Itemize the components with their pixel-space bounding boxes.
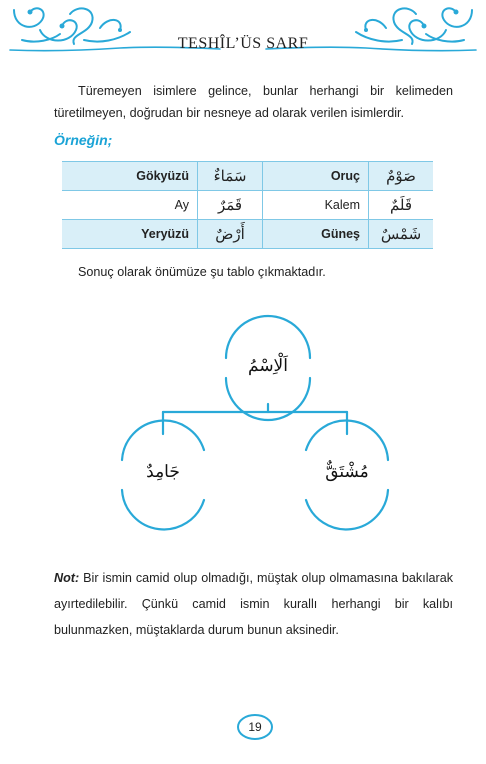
- right-node-label: مُشْتَقٌّ: [325, 462, 369, 482]
- right-bottom-arc: [306, 490, 388, 529]
- table-row: [62, 162, 433, 191]
- left-node-label: جَامِدٌ: [146, 462, 180, 482]
- examples-table: [62, 161, 433, 249]
- arabic-word: أَرْضٌ: [198, 220, 263, 249]
- turkish-word: Ay: [62, 191, 198, 220]
- root-node-label: اَلْاِسْمُ: [248, 356, 288, 376]
- note-text: Bir ismin camid olup olmadığı, müştak olup olmamasına bakılarak ayırtedilebilir. Çünkü camid ismin kurallı herhangi bir kalıbı bulunmazken, müştaklarda durum bunun aksinedir.: [54, 571, 453, 637]
- summary-sentence: Sonuç olarak önümüze şu tablo çıkmaktadır.: [78, 265, 326, 279]
- arabic-word: قَمَرٌ: [198, 191, 263, 220]
- turkish-word: Oruç: [263, 162, 369, 191]
- arabic-word: سَمَاءٌ: [198, 162, 263, 191]
- note-paragraph: [54, 565, 453, 643]
- arabic-word: قَلَمٌ: [369, 191, 434, 220]
- arabic-word: صَوْمٌ: [369, 162, 434, 191]
- note-label: Not:: [54, 571, 80, 585]
- left-bottom-arc: [122, 490, 204, 529]
- book-title: TESHÎL’ÜS SARF: [177, 35, 309, 52]
- turkish-word: Yeryüzü: [62, 220, 198, 249]
- page-header: [0, 0, 486, 70]
- tree-lines: [0, 300, 486, 540]
- page-number: 19: [248, 720, 262, 734]
- arabic-word: شَمْسٌ: [369, 220, 434, 249]
- intro-paragraph: Türemeyen isimlere gelince, bunlar herhangi bir kelimeden türetilmeyen, doğrudan bir nesneye ad olarak verilen isimlerdir.: [54, 84, 453, 120]
- turkish-word: Gökyüzü: [62, 162, 198, 191]
- page-number-badge: [236, 712, 274, 742]
- turkish-word: Güneş: [263, 220, 369, 249]
- root-top-arc: [226, 316, 310, 358]
- example-heading: Örneğin;: [54, 132, 113, 148]
- turkish-word: Kalem: [263, 191, 369, 220]
- table-row: [62, 191, 433, 220]
- table-row: [62, 220, 433, 249]
- root-bottom-arc: [226, 378, 310, 420]
- noun-types-diagram: [0, 300, 486, 540]
